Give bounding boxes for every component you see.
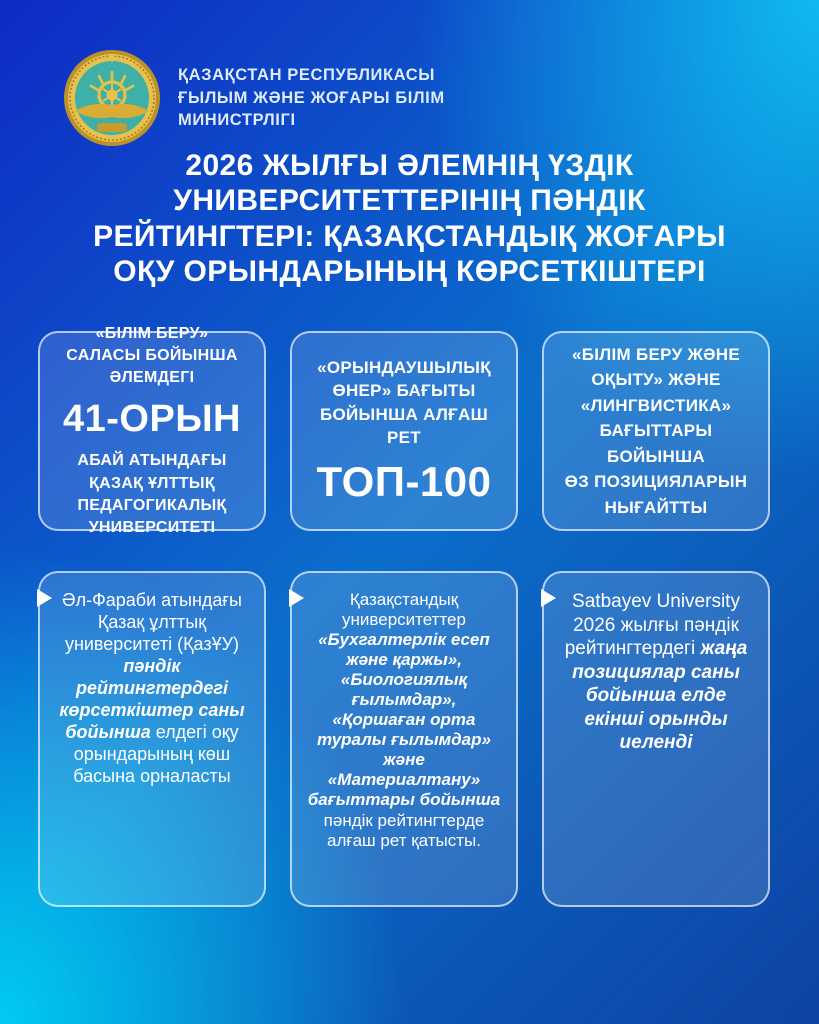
ministry-header <box>62 48 445 148</box>
stat-heading-line: БАҒЫТТАРЫ БОЙЫНША <box>599 421 713 466</box>
stat-card-performing-arts-top100 <box>290 331 518 531</box>
ministry-name <box>178 64 445 131</box>
stat-heading-line: ӨЗ ПОЗИЦИЯЛАРЫН <box>564 472 748 492</box>
text-segment: Қазақстандық университеттер <box>342 590 466 630</box>
stat-heading-line: «ОРЫНДАУШЫЛЫҚ <box>317 357 491 377</box>
title-line: УНИВЕРСИТЕТТЕРІНІҢ ПӘНДІК <box>173 184 646 218</box>
stat-heading-line: НЫҒАЙТТЫ <box>604 497 708 517</box>
text-segment-emphasis: жаңа позициялар саны бойынша елде екінші орынды иеленді <box>572 638 748 754</box>
bullet-arrow-icon <box>289 589 304 607</box>
title-line: РЕЙТИНГТЕРІ: ҚАЗАҚСТАНДЫҚ ЖОҒАРЫ <box>93 219 726 253</box>
detail-card-text <box>53 590 251 788</box>
stat-heading-line: «БІЛІМ БЕРУ ЖӘНЕ <box>571 344 741 364</box>
stat-heading-line: «ЛИНГВИСТИКА» <box>580 395 732 415</box>
stat-footer-line: УНИВЕРСИТЕТІ <box>88 518 216 536</box>
kazakhstan-emblem-icon <box>62 48 162 148</box>
text-segment-emphasis: «Бухгалтерлік есеп және қаржы», «Биологиялық ғылымдар», «Қоршаған орта туралы ғылымдар» және «Материалтану» бағыттары бойынша <box>307 630 501 810</box>
stat-heading-line: ӘЛЕМДЕГІ <box>109 369 195 387</box>
text-segment: Satbayev University 2026 жылғы пәндік рейтингтердегі <box>564 591 740 660</box>
stat-card-education-field-rank <box>38 325 266 536</box>
title-line: ОҚУ ОРЫНДАРЫНЫҢ КӨРСЕТКІШТЕРІ <box>113 255 706 289</box>
stat-card-heading <box>66 323 237 389</box>
text-segment: пәндік рейтингтерде алғаш рет қатысты. <box>323 810 485 850</box>
stat-heading-line: «БІЛІМ БЕРУ» <box>95 325 209 343</box>
stat-footer-line: ПЕДАГОГИКАЛЫҚ <box>77 496 227 514</box>
stat-footer-line: ҚАЗАҚ ҰЛТТЫҚ <box>89 474 215 492</box>
stat-card-value: ТОП-100 <box>316 458 492 506</box>
stat-footer-line: АБАЙ АТЫНДАҒЫ <box>77 452 227 470</box>
stat-heading-line: ОҚЫТУ» ЖӘНЕ <box>591 370 721 390</box>
bullet-arrow-icon <box>37 589 52 607</box>
title-line: 2026 ЖЫЛҒЫ ӘЛЕМНІҢ ҮЗДІК <box>185 149 634 182</box>
stat-card-footer <box>77 450 226 538</box>
text-segment-emphasis: пәндік рейтингтердегі көрсеткіштер саны бойынша <box>59 655 245 742</box>
poster-title <box>30 148 789 290</box>
bullet-arrow-icon <box>541 589 556 607</box>
stat-card-heading <box>304 356 504 450</box>
detail-card-new-subject-rankings <box>290 571 518 907</box>
ministry-name-line: ҒЫЛЫМ ЖӘНЕ ЖОҒАРЫ БІЛІМ <box>178 88 445 107</box>
detail-card-text <box>305 590 503 851</box>
stat-card-heading <box>556 342 756 521</box>
stat-heading-line: САЛАСЫ БОЙЫНША <box>66 347 238 365</box>
detail-card-satbayev <box>542 571 770 907</box>
text-segment: Әл-Фараби атындағы Қазақ ұлттық университеті (ҚазҰУ) <box>62 590 242 654</box>
stat-card-education-linguistics <box>542 331 770 531</box>
ministry-name-line: МИНИСТРЛІГІ <box>178 111 296 130</box>
ministry-name-line: ҚАЗАҚСТАН РЕСПУБЛИКАСЫ <box>178 66 436 85</box>
stat-heading-line: БОЙЫНША АЛҒАШ РЕТ <box>320 404 488 447</box>
detail-card-kaznu <box>38 571 266 907</box>
detail-card-text <box>557 590 755 755</box>
stat-card-value: 41-ОРЫН <box>63 398 241 441</box>
text-segment: елдегі оқу орындарының көш басына орналасты <box>73 721 239 786</box>
stat-heading-line: ӨНЕР» БАҒЫТЫ <box>332 381 476 401</box>
